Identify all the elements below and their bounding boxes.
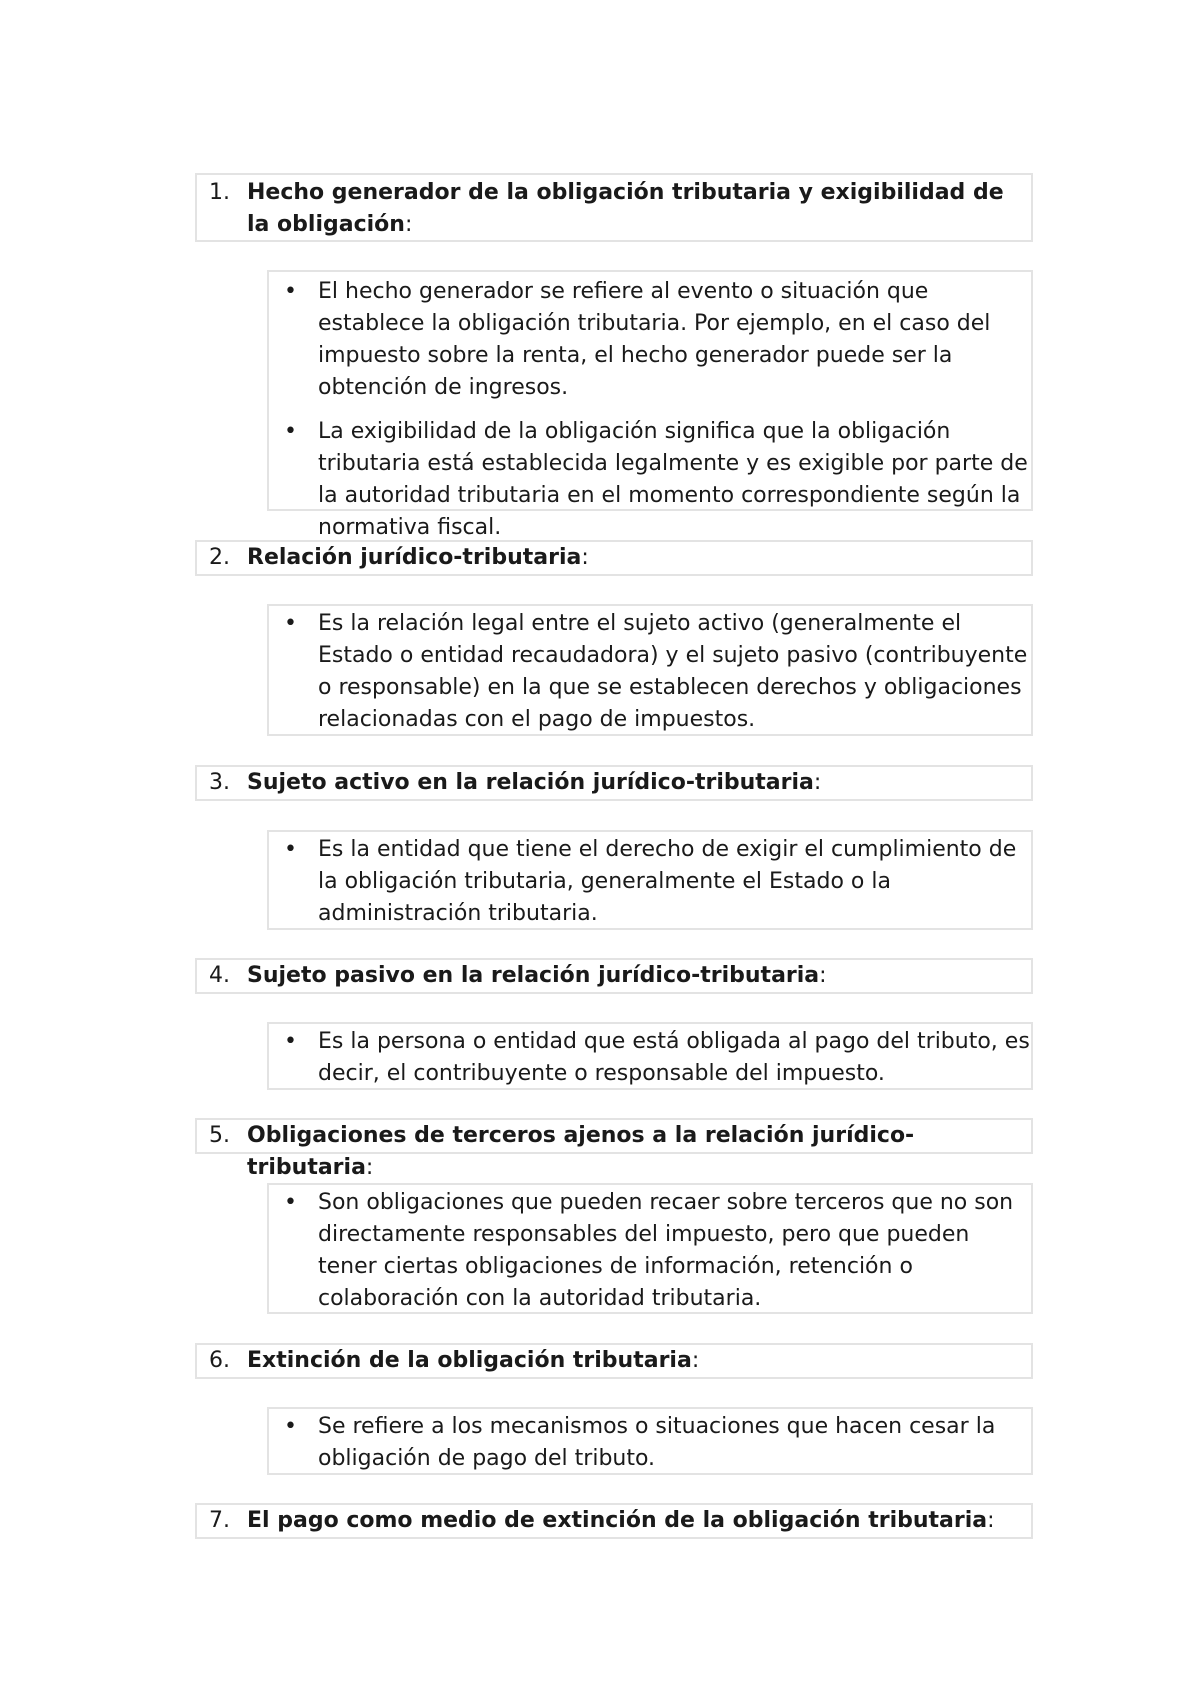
section-number: 2. <box>209 545 230 570</box>
bullet-list <box>267 1407 1033 1475</box>
section-title-suffix: : <box>581 545 589 570</box>
bullet-point: • <box>284 1190 297 1215</box>
section-title: Relación jurídico-tributaria <box>247 545 582 570</box>
section-number: 3. <box>209 770 230 795</box>
section-number: 7. <box>209 1508 230 1533</box>
list-item <box>269 608 1031 736</box>
bullet-text: Son obligaciones que pueden recaer sobre terceros que no son directamente responsables del impuesto, pero que pueden tener ciertas obligaciones de información, retención o colaboración con la autoridad tributaria. <box>318 1190 1014 1311</box>
bullet-point: • <box>284 837 297 862</box>
section-heading <box>195 765 1033 801</box>
section-heading-text <box>247 1505 1025 1537</box>
bullet-text: Es la entidad que tiene el derecho de exigir el cumplimiento de la obligación tributaria, generalmente el Estado o la administración tributaria. <box>318 837 1017 926</box>
bullet-point: • <box>284 279 297 304</box>
section-heading <box>195 958 1033 994</box>
list-item <box>269 1026 1031 1090</box>
section-title: Obligaciones de terceros ajenos a la relación jurídico-tributaria <box>247 1123 915 1180</box>
bullet-text: El hecho generador se refiere al evento o situación que establece la obligación tributaria. Por ejemplo, en el caso del impuesto sobre la renta, el hecho generador puede ser la obtención de ingresos. <box>318 279 991 400</box>
bullet-list <box>267 270 1033 540</box>
bullet-point: • <box>284 611 297 636</box>
section-heading-text <box>247 1120 1025 1184</box>
bullet-point: • <box>284 1414 297 1439</box>
section-heading <box>195 1118 1033 1180</box>
section-title: Hecho generador de la obligación tributaria y exigibilidad de la obligación <box>247 180 1004 237</box>
section-title: Sujeto pasivo en la relación jurídico-tributaria <box>247 963 820 988</box>
section-title-suffix: : <box>365 1155 374 1180</box>
list-item <box>269 1411 1031 1475</box>
section-heading <box>195 1503 1033 1539</box>
section-heading <box>195 1343 1033 1379</box>
section-title-suffix: : <box>691 1348 700 1373</box>
section-title-suffix: : <box>987 1508 995 1533</box>
section-heading-text <box>247 1345 1025 1377</box>
section-title: El pago como medio de extinción de la obligación tributaria <box>247 1508 988 1533</box>
section-heading-text <box>247 960 1025 992</box>
section-number: 5. <box>209 1123 230 1148</box>
section-title-suffix: : <box>813 770 822 795</box>
bullet-text: Es la relación legal entre el sujeto activo (generalmente el Estado o entidad recaudadora) y el sujeto pasivo (contribuyente o responsable) en la que se establecen derechos y obligaciones relacionadas con el pago de impuestos. <box>318 611 1028 732</box>
bullet-text: La exigibilidad de la obligación significa que la obligación tributaria está establecida legalmente y es exigible por parte de la autoridad tributaria en el momento correspondiente según la normativa fiscal. <box>318 419 1028 540</box>
section-heading-text <box>247 177 1025 241</box>
bullet-text: Es la persona o entidad que está obligada al pago del tributo, es decir, el contribuyente o responsable del impuesto. <box>318 1029 1030 1086</box>
list-item <box>269 416 1031 544</box>
section-number: 1. <box>209 180 230 205</box>
bullet-point: • <box>284 419 297 444</box>
section-heading-text <box>247 767 1025 799</box>
section-title: Extinción de la obligación tributaria <box>247 1348 692 1373</box>
section-heading <box>195 540 1033 576</box>
bullet-list <box>267 604 1033 736</box>
bullet-list <box>267 1183 1033 1314</box>
bullet-text: Se refiere a los mecanismos o situaciones que hacen cesar la obligación de pago del tributo. <box>318 1414 996 1471</box>
bullet-list <box>267 1022 1033 1090</box>
list-item <box>269 1187 1031 1315</box>
section-number: 4. <box>209 963 230 988</box>
section-heading-text <box>247 542 1025 574</box>
list-item <box>269 834 1031 930</box>
section-title: Sujeto activo en la relación jurídico-tributaria <box>247 770 814 795</box>
bullet-point: • <box>284 1029 297 1054</box>
section-title-suffix: : <box>819 963 827 988</box>
section-title-suffix: : <box>404 212 413 237</box>
section-number: 6. <box>209 1348 230 1373</box>
bullet-list <box>267 830 1033 930</box>
list-item <box>269 276 1031 404</box>
section-heading <box>195 173 1033 242</box>
